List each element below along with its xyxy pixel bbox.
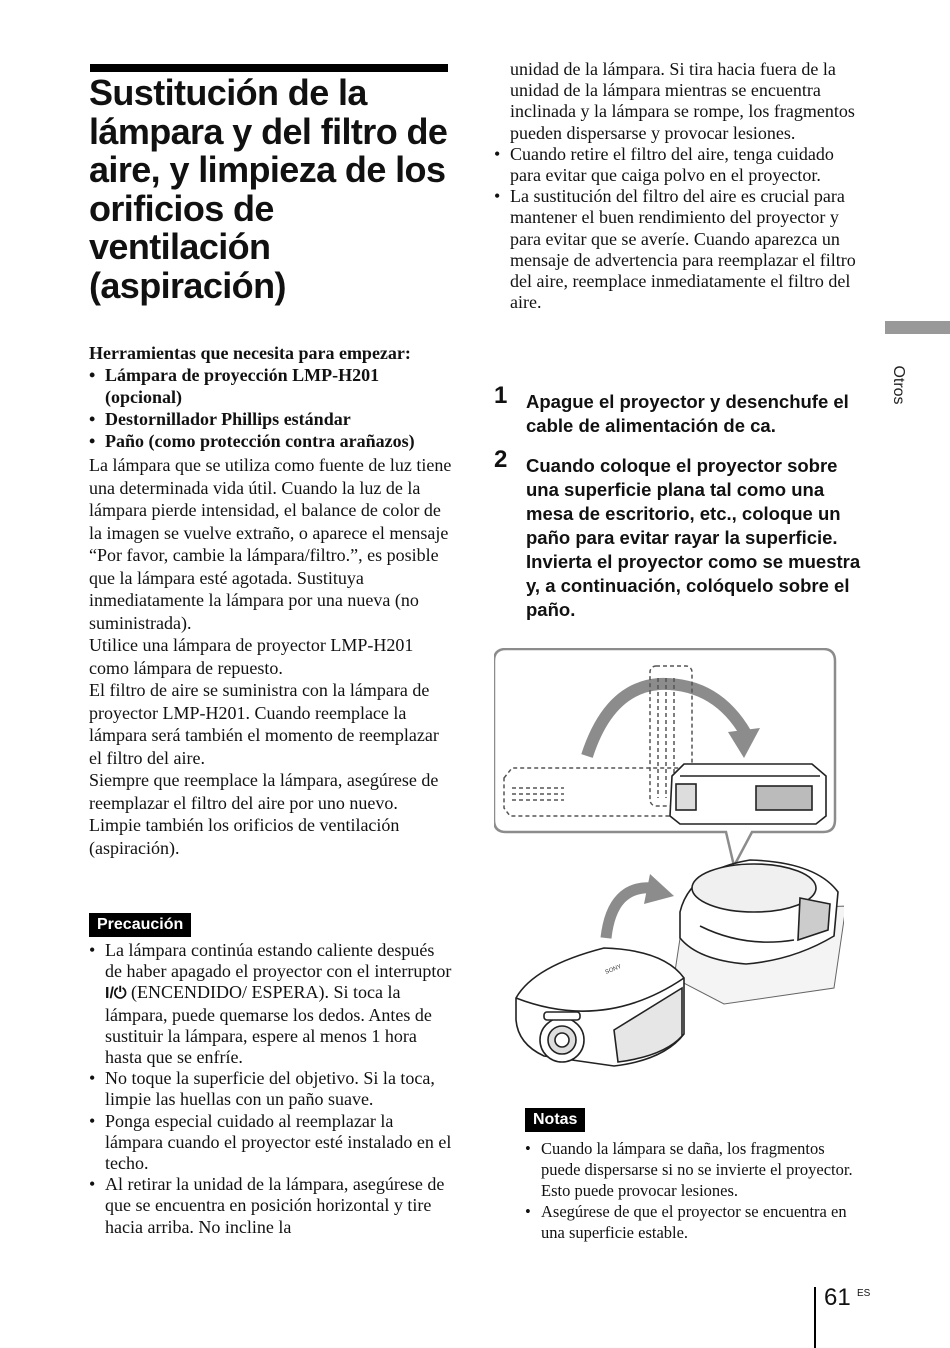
page-title: Sustitución de la lámpara y del filtro de aire, y limpieza de los orificios de ventilación (aspiración) [89, 72, 448, 306]
caution-item: • La sustitución del filtro del aire es crucial para mantener el buen rendimiento del proyector y para evitar que se averíe. Cuando aparezca un mensaje de advertencia para reemplazar el filtro del aire, reemplace inmediatamente el filtro del aire. [494, 186, 859, 313]
intro-paragraph: El filtro de aire se suministra con la lámpara de proyector LMP-H201. Cuando reemplace la lámpara será también el momento de reemplazar el filtro del aire. [89, 680, 439, 768]
caution-item-text: La lámpara continúa estando caliente después de haber apagado el proyector con el interruptor [105, 940, 452, 982]
notes-label: Notas [525, 1108, 585, 1132]
caution-item: • Cuando retire el filtro del aire, tenga cuidado para evitar que caiga polvo en el proyector. [494, 144, 859, 186]
power-symbol-icon: I/⏻ [105, 985, 127, 1003]
projector-upright [516, 948, 684, 1066]
projector-illustration [494, 648, 844, 1088]
page-number-rule [814, 1287, 816, 1348]
tools-item: • Paño (como protección contra arañazos) [89, 430, 459, 452]
step-1 [494, 382, 864, 438]
notes-item: • Cuando la lámpara se daña, los fragmentos puede dispersarse si no se invierte el proyector. Esto puede provocar lesiones. [525, 1138, 855, 1201]
tools-item: • Destornillador Phillips estándar [89, 408, 459, 430]
intro-paragraph: Siempre que reemplace la lámpara, asegúrese de reemplazar el filtro del aire por uno nuevo. Limpie también los orificios de ventilación (aspiración). [89, 770, 439, 858]
page-number: 61 [824, 1284, 851, 1311]
step-number: 2 [494, 446, 508, 473]
caution-list [89, 940, 454, 1238]
caution-item: • Ponga especial cuidado al reemplazar la lámpara cuando el proyector esté instalado en el techo. [89, 1111, 454, 1175]
title-rule [90, 64, 448, 72]
caution-label: Precaución [89, 913, 191, 937]
intro-text [89, 454, 454, 859]
page-language: ES [857, 1288, 871, 1299]
side-tab-label: Otros [890, 365, 907, 405]
step-2 [494, 446, 864, 622]
tools-item: • Lámpara de proyección LMP-H201 (opcional) [89, 364, 459, 408]
step-number: 1 [494, 382, 508, 409]
caution-item: • Al retirar la unidad de la lámpara, asegúrese de que se encuentra en posición horizontal y tire hacia arriba. No incline la [89, 1174, 454, 1238]
caution-item-text: (ENCENDIDO/ ESPERA). Si toca la lámpara, puede quemarse los dedos. Antes de sustituir la lámpara, espere al menos 1 hora hasta que se enfríe. [105, 982, 432, 1068]
intro-paragraph: La lámpara que se utiliza como fuente de luz tiene una determinada vida útil. Cuando la luz de la lámpara pierde intensidad, el balance de color de la imagen se vuelve extraño, o aparece el mensaje “Por favor, cambie la lámpara/filtro.”, es posible que la lámpara esté agotada. Sustituya inmediatamente la lámpara por una nueva (no suministrada). [89, 455, 452, 633]
tools-heading: Herramientas que necesita para empezar: [89, 343, 411, 363]
caution-item [89, 940, 454, 1068]
caution-item-continued: unidad de la lámpara. Si tira hacia fuera de la unidad de la lámpara mientras se encuentra inclinada y la lámpara se rompe, los fragmentos pueden dispersarse y provocar lesiones. [510, 59, 855, 143]
projector-inverted [670, 764, 826, 824]
brand-mark: SONY [604, 963, 623, 976]
tools-list [89, 364, 459, 452]
intro-paragraph: Utilice una lámpara de proyector LMP-H201 como lámpara de repuesto. [89, 635, 414, 678]
notes-item: • Asegúrese de que el proyector se encuentra en una superficie estable. [525, 1201, 855, 1243]
step-text: Cuando coloque el proyector sobre una superficie plana tal como una mesa de escritorio, etc., coloque un paño para evitar rayar la superficie. Invierta el proyector como se muestra y, a continuación, colóquelo sobre el paño. [526, 455, 861, 620]
caution-list-continued [494, 144, 859, 314]
notes-list [525, 1138, 855, 1243]
caution-item: • No toque la superficie del objetivo. Si la toca, limpie las huellas con un paño suave. [89, 1068, 454, 1110]
side-tab [885, 321, 950, 334]
step-text: Apague el proyector y desenchufe el cable de alimentación de ca. [526, 391, 849, 436]
flip-arrowhead-icon [644, 874, 674, 904]
caution-continued [494, 59, 859, 313]
